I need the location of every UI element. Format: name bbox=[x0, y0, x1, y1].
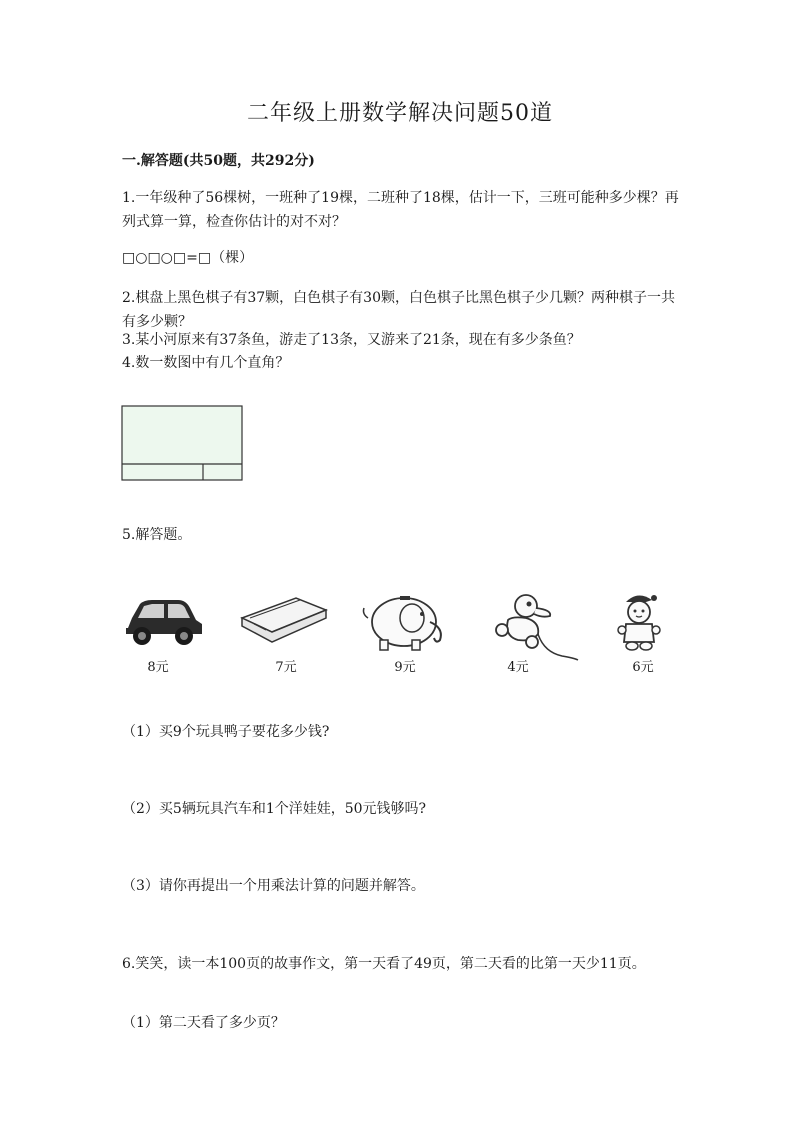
right-angle-figure bbox=[121, 405, 245, 483]
elephant-price: 9元 bbox=[394, 660, 416, 675]
question-5-sub-1: （1）买9个玩具鸭子要花多少钱? bbox=[122, 724, 330, 740]
pencil-case-price: 7元 bbox=[275, 660, 297, 675]
question-5-text: 5.解答题。 bbox=[122, 527, 192, 543]
duck-icon bbox=[482, 590, 582, 666]
page-title: 二年级上册数学解决问题50道 bbox=[247, 101, 553, 126]
doll-icon bbox=[594, 590, 694, 654]
car-price: 8元 bbox=[147, 660, 169, 675]
duck-price: 4元 bbox=[507, 660, 529, 675]
question-3-text: 3.某小河原来有37条鱼，游走了13条，又游来了21条，现在有多少条鱼？ bbox=[122, 332, 581, 348]
question-1-text: 1.一年级种了56棵树，一班种了19棵，二班种了18棵，估计一下，三班可能种多少棵？再列式算一算，检查你估计的对不对？ bbox=[122, 190, 679, 230]
pencil-case-icon bbox=[236, 590, 336, 650]
elephant-icon bbox=[360, 590, 460, 654]
question-6-sub-1: （1）第二天看了多少页？ bbox=[122, 1015, 285, 1031]
question-6-text: 6.笑笑，读一本100页的故事作文，第一天看了49页，第二天看的比第一天少11页。 bbox=[122, 956, 646, 972]
question-2-text: 2.棋盘上黑色棋子有37颗，白色棋子有30颗，白色棋子比黑色棋子少几颗？两种棋子一共有多少颗？ bbox=[122, 290, 675, 330]
question-5-sub-3: （3）请你再提出一个用乘法计算的问题并解答。 bbox=[122, 878, 425, 894]
question-1-formula: □○□○□=□（棵） bbox=[122, 250, 254, 266]
doll-price: 6元 bbox=[632, 660, 654, 675]
car-icon bbox=[118, 590, 218, 650]
question-4-text: 4.数一数图中有几个直角？ bbox=[122, 355, 290, 371]
question-5-sub-2: （2）买5辆玩具汽车和1个洋娃娃，50元钱够吗? bbox=[122, 801, 427, 817]
section-heading: 一.解答题(共50题，共292分) bbox=[122, 153, 315, 169]
